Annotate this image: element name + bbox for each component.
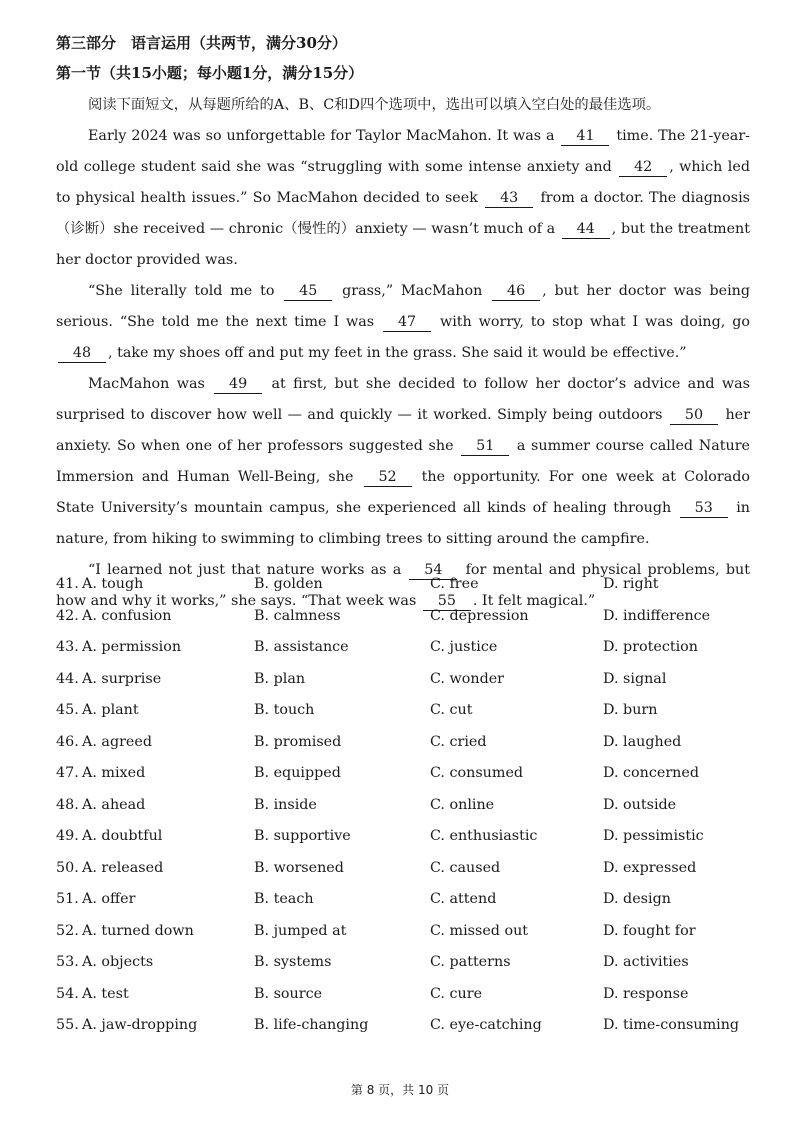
option-a: A. turned down [82,922,194,939]
passage-text: for mental and physical problems, but how and why it works,” she says. “That week was [56,562,750,609]
blank-42: 42 [619,158,667,177]
option-a: A. jaw-dropping [82,1017,198,1033]
option-c: C. depression [430,607,529,624]
question-row [56,797,756,829]
part-title: 第三部分 语言运用（共两节，满分30分） [56,34,347,52]
option-d: D. response [603,985,689,1002]
option-b: B. golden [254,576,323,592]
option-a: A. doubtful [82,828,163,844]
option-c: C. free [430,576,479,592]
section-title: 第一节（共15小题；每小题1分，满分15分） [56,64,364,82]
option-c: C. online [430,796,495,813]
passage-text: a summer course called Nature Immersion and Human Well-Being, she [56,438,751,485]
option-a: A. objects [82,954,154,970]
instructions: 阅读下面短文，从每题所给的A、B、C和D四个选项中，选出可以填入空白处的最佳选项。 [88,97,661,113]
option-b: B. life-changing [254,1017,369,1033]
passage-text: her anxiety. So when one of her professors suggested she [56,407,750,454]
option-c: C. cure [430,985,483,1002]
passage-text: , take my shoes off and put my feet in the grass. She said it would be effective.” [108,345,687,361]
option-a: A. plant [82,702,139,718]
option-a: A. mixed [82,765,146,781]
question-row [56,891,756,923]
question-row [56,734,756,766]
passage-text: time. The 21-year-old college student said she was “struggling with some intense anxiety and [56,128,750,175]
option-a: A. offer [82,891,136,907]
question-number: 42. [56,607,79,624]
option-d: D. burn [603,702,658,718]
option-d: D. expressed [603,859,697,876]
blank-49: 49 [214,375,262,394]
passage-text: , which led to physical health issues.” So MacMahon decided to seek [56,159,750,206]
option-d: D. activities [603,954,689,970]
question-number: 47. [56,765,79,781]
question-number: 44. [56,670,79,687]
option-d: D. fought for [603,922,696,939]
question-number: 41. [56,576,79,592]
question-row [56,1017,756,1049]
option-c: C. caused [430,859,501,876]
option-b: B. plan [254,670,306,687]
passage-text: in nature, from hiking to swimming to climbing trees to sitting around the campfire. [56,500,750,547]
option-b: B. worsened [254,859,344,876]
option-d: D. concerned [603,765,699,781]
cloze-passage [56,90,750,617]
question-number: 43. [56,639,79,655]
option-b: B. equipped [254,765,341,781]
option-b: B. source [254,985,323,1002]
option-b: B. supportive [254,828,351,844]
option-b: B. promised [254,733,342,750]
passage-text: Early 2024 was so unforgettable for Taylor MacMahon. It was a [88,128,560,144]
option-b: B. assistance [254,639,349,655]
question-row [56,576,756,608]
question-number: 50. [56,859,79,876]
question-row [56,986,756,1018]
option-c: C. cried [430,733,487,750]
question-number: 45. [56,702,79,718]
option-d: D. time-consuming [603,1017,740,1033]
passage-text: “I learned not just that nature works as a [88,562,408,578]
option-d: D. protection [603,639,698,655]
question-row [56,765,756,797]
passage-text: . It felt magical.” [472,593,596,609]
option-c: C. missed out [430,922,529,939]
options-list [56,576,756,1049]
blank-50: 50 [670,406,718,425]
option-c: C. wonder [430,670,505,687]
option-d: D. indifference [603,607,711,624]
passage-text: at first, but she decided to follow her doctor’s advice and was surprised to discover how well — and quickly — it worked. Simply being outdoors [56,376,750,423]
option-d: D. signal [603,670,667,687]
passage-text: the opportunity. For one week at Colorado State University’s mountain campus, she experienced all kinds of healing through [56,469,750,516]
blank-46: 46 [492,282,540,301]
passage-text: grass,” MacMahon [334,283,491,299]
question-number: 55. [56,1017,79,1033]
blank-54: 54 [409,561,457,580]
blank-55: 55 [423,592,471,611]
question-row [56,860,756,892]
option-d: D. outside [603,796,677,813]
passage-text: , but the treatment her doctor provided was. [56,221,750,268]
question-row [56,671,756,703]
passage-text: , but her doctor was being serious. “She told me the next time I was [56,283,751,330]
option-a: A. released [82,859,164,876]
option-b: B. jumped at [254,922,347,939]
question-number: 49. [56,828,79,844]
option-c: C. eye-catching [430,1017,542,1033]
option-b: B. systems [254,954,332,970]
question-number: 54. [56,985,79,1002]
option-a: A. test [82,985,129,1002]
passage-paragraph [56,276,750,369]
page-footer: 第 8 页，共 10 页 [350,1083,450,1097]
option-d: D. design [603,891,671,907]
option-c: C. cut [430,702,473,718]
passage-text: “She literally told me to [88,283,283,299]
blank-53: 53 [680,499,728,518]
option-c: C. enthusiastic [430,828,538,844]
passage-paragraph [56,369,750,555]
question-row [56,954,756,986]
blank-43: 43 [485,189,533,208]
question-row [56,923,756,955]
passage-text: from a doctor. The diagnosis（诊断）she received — chronic（慢性的）anxiety — wasn’t much of a [56,190,750,237]
question-row [56,828,756,860]
option-a: A. surprise [82,670,162,687]
option-b: B. calmness [254,607,341,624]
option-a: A. tough [82,576,144,592]
passage-text: with worry, to stop what I was doing, go [433,314,750,330]
question-number: 46. [56,733,79,750]
question-number: 53. [56,954,79,970]
passage-paragraph [56,121,750,276]
question-row [56,639,756,671]
question-number: 48. [56,796,79,813]
option-c: C. consumed [430,765,524,781]
blank-51: 51 [461,437,509,456]
option-c: C. justice [430,639,498,655]
option-c: C. attend [430,891,497,907]
blank-44: 44 [562,220,610,239]
option-c: C. patterns [430,954,511,970]
blank-47: 47 [383,313,431,332]
question-number: 52. [56,922,79,939]
passage-text: MacMahon was [88,376,213,392]
blank-48: 48 [58,344,106,363]
blank-45: 45 [284,282,332,301]
question-row [56,702,756,734]
option-a: A. ahead [82,796,146,813]
option-b: B. teach [254,891,314,907]
option-d: D. pessimistic [603,828,704,844]
option-d: D. laughed [603,733,682,750]
option-a: A. agreed [82,733,152,750]
question-number: 51. [56,891,79,907]
blank-52: 52 [364,468,412,487]
option-a: A. confusion [82,607,172,624]
blank-41: 41 [561,127,609,146]
question-row [56,608,756,640]
option-b: B. inside [254,796,317,813]
option-b: B. touch [254,702,315,718]
option-a: A. permission [82,639,182,655]
option-d: D. right [603,576,659,592]
